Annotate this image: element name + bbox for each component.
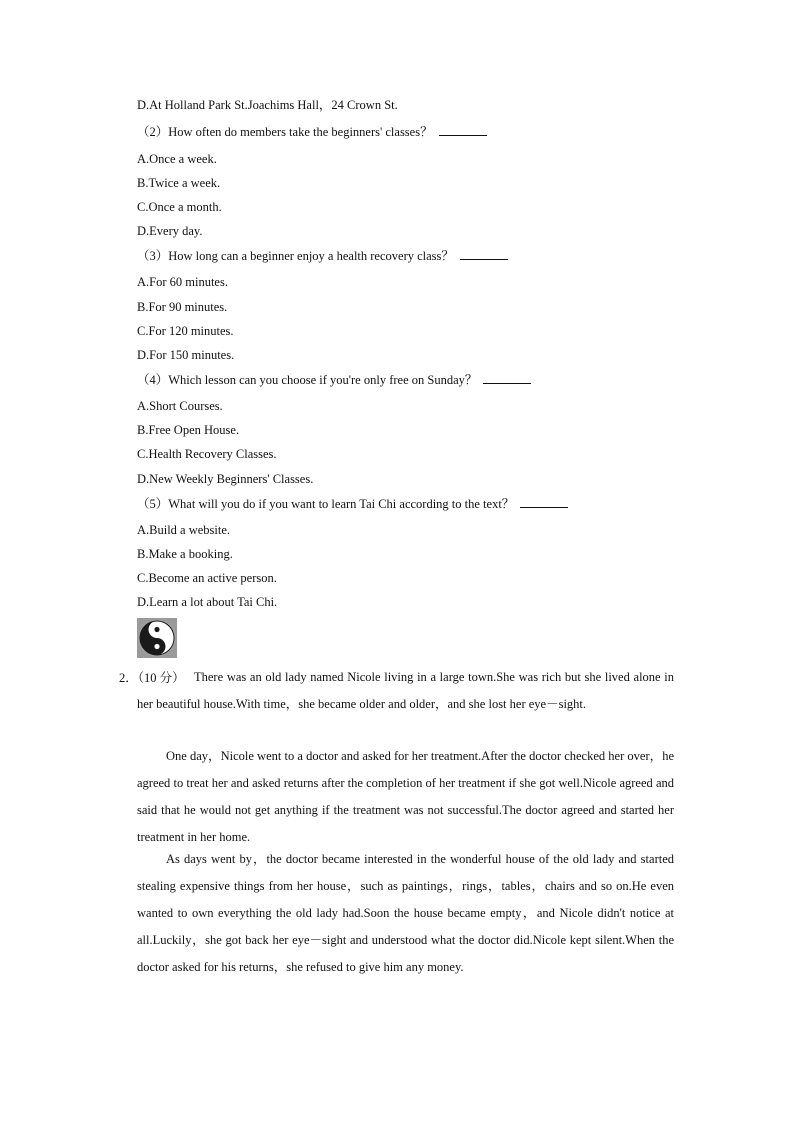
q5-stem [137,496,568,512]
q2-option-b: B.Twice a week. [137,176,221,190]
q4-option-b: B.Free Open House. [137,423,240,437]
q5-stem-text: （5）What will you do if you want to learn Tai Chi according to the text？ [137,497,515,511]
q2-stem [137,124,487,140]
passage-paragraph-2: One day，Nicole went to a doctor and asked for her treatment.After the doctor checked her over，he agreed to treat her and asked returns after the completion of her treatment if she got well.Nicole agreed and said that he would not get anything if the treatment was not successful.The doctor agreed and started her treatment in her home. [137,749,674,844]
q5-option-a: A.Build a website. [137,523,231,537]
q5-option-d: D.Learn a lot about Tai Chi. [137,595,278,609]
q4-stem-text: （4）Which lesson can you choose if you're only free on Sunday？ [137,373,478,387]
q2-option-a: A.Once a week. [137,152,217,166]
q1-option-d: D.At Holland Park St.Joachims Hall，24 Crown St. [137,98,398,112]
passage-paragraph-1 [137,664,674,718]
passage-p1-text: There was an old lady named Nicole living in a large town.She was rich but she lived alone in her beautiful house.With time，she became older and older，and she lost her eye－sight. [137,670,674,711]
q2-stem-text: （2）How often do members take the beginners' classes？ [137,125,433,139]
q2-option-c: C.Once a month. [137,200,222,214]
question-score: （10 分） [137,671,185,685]
q3-stem [137,248,508,264]
q4-stem [137,372,531,388]
q5-option-c: C.Become an active person. [137,571,277,585]
q2-option-d: D.Every day. [137,224,203,238]
q4-answer-blank[interactable] [483,372,531,384]
q3-option-a: A.For 60 minutes. [137,275,228,289]
q3-option-c: C.For 120 minutes. [137,324,234,338]
yin-yang-icon [137,618,177,658]
q3-option-d: D.For 150 minutes. [137,348,235,362]
q3-stem-text: （3）How long can a beginner enjoy a health recovery class？ [137,249,454,263]
q3-option-b: B.For 90 minutes. [137,300,228,314]
q5-option-b: B.Make a booking. [137,547,233,561]
question-number: 2． [119,671,138,685]
q4-option-d: D.New Weekly Beginners' Classes. [137,472,314,486]
q5-answer-blank[interactable] [520,496,568,508]
q4-option-c: C.Health Recovery Classes. [137,447,277,461]
q3-answer-blank[interactable] [460,248,508,260]
q2-answer-blank[interactable] [439,124,487,136]
passage-paragraph-3: As days went by，the doctor became interested in the wonderful house of the old lady and started stealing expensive things from her house，such as paintings，rings，tables，chairs and so on.He even wanted to own everything the old lady had.Soon the house became empty，and Nicole didn't notice at all.Luckily，she got back her eye－sight and understood what the doctor did.Nicole kept silent.When the doctor asked for his returns，she refused to give him any money. [137,852,674,974]
q4-option-a: A.Short Courses. [137,399,223,413]
